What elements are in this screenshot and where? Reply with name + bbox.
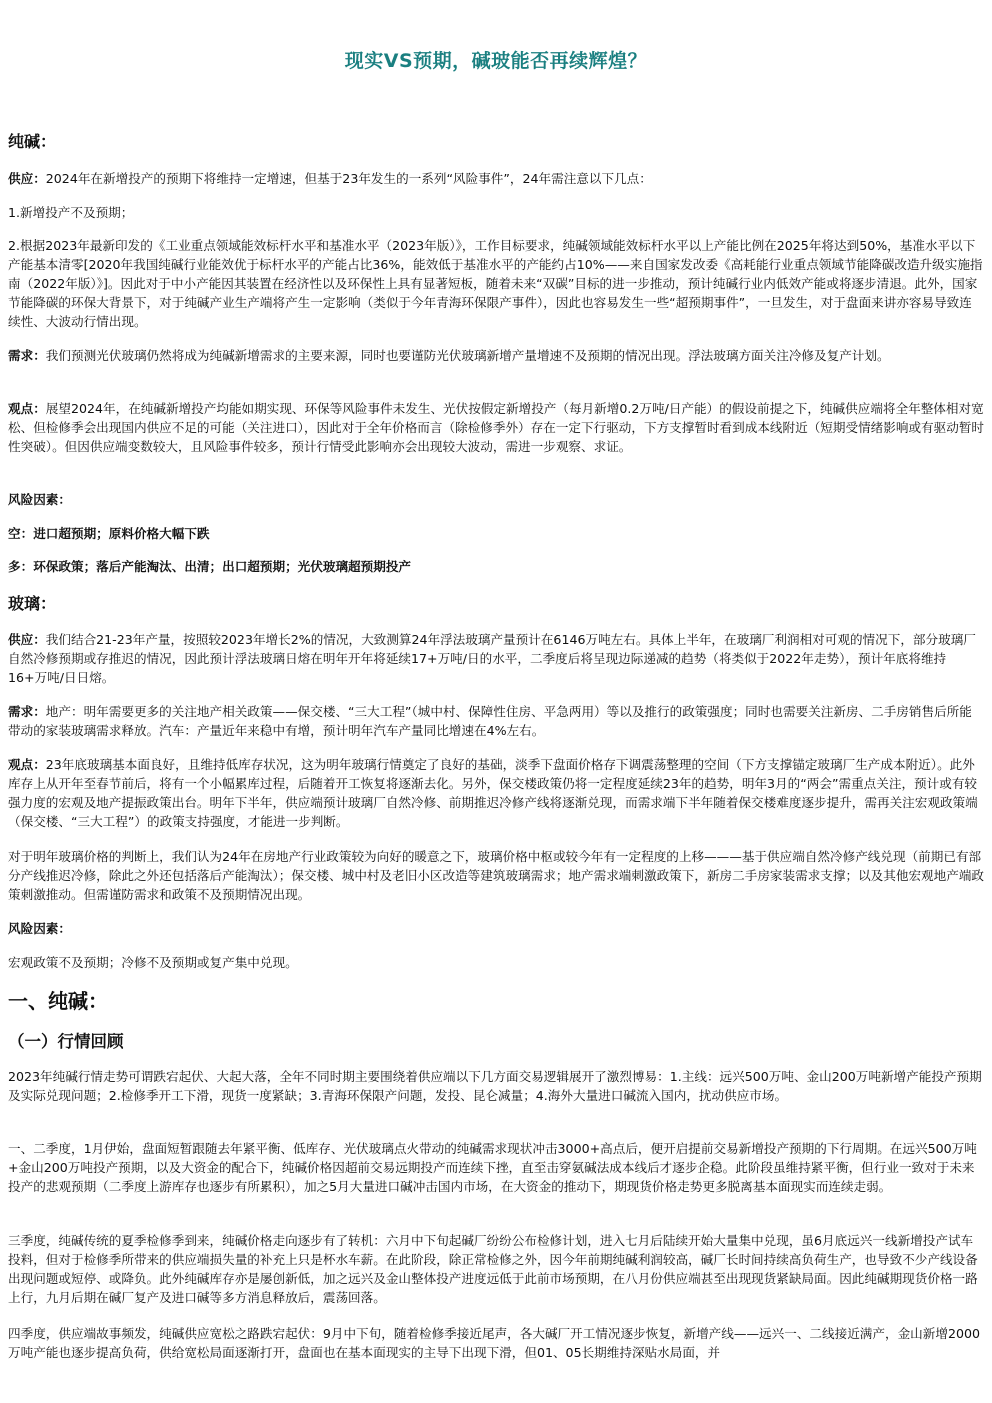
- glass-supply-paragraph: [8, 630, 984, 687]
- glass-judgement-paragraph: 对于明年玻璃价格的判断上，我们认为24年在房地产行业政策较为向好的暖意之下，玻璃价格中枢或较今年有一定程度的上移———基于供应端自然冷修产线兑现（前期已有部分产线推迟冷修，除此之外还包括落后产能淘汰）；保交楼、城中村及老旧小区改造等建筑玻璃需求；地产需求端刺激政策下，新房二手房家装需求支撑；以及其他宏观地产端政策刺激推动。但需谨防需求和政策不及预期情况出现。: [8, 849, 985, 902]
- glass-view-text: 23年底玻璃基本面良好，且维持低库存状况，这为明年玻璃行情奠定了良好的基础，淡季下盘面价格存下调震荡整理的空间（下方支撑锚定玻璃厂生产成本附近）。此外库存上从开年至春节前后，将有一个小幅累库过程，后随着开工恢复将逐渐去化。另外，保交楼政策仍将一定程度延续23年的趋势，明年3月的“两会”需重点关注，预计或有较强力度的宏观及地产提振政策出台。明年下半年，供应端预计玻璃厂自然冷修、前期推迟冷修产线将逐渐兑现，而需求端下半年随着保交楼难度逐步提升，需再关注宏观政策端（保交楼、“三大工程”）的政策支持强度，才能进一步判断。: [8, 757, 978, 829]
- review-paragraph-3: 三季度，纯碱传统的夏季检修季到来，纯碱价格走向逐步有了转机：六月中下旬起碱厂纷纷公布检修计划，进入七月后陆续开始大量集中兑现，虽6月底远兴一线新增投产试车投料，但对于检修季所带来的供应端损失量的补充上只是杯水车薪。在此阶段，除正常检修之外，因今年前期纯碱利润较高，碱厂长时间持续高负荷生产，也导致不少产线设备出现问题或短停、或降负。此外纯碱库存亦是屡创新低，加之远兴及金山整体投产进度远低于此前市场预期，在八月份供应端甚至出现现货紧缺局面。因此纯碱期现货价格一路上行，九月后期在碱厂复产及进口碱等多方消息释放后，震荡回落。: [8, 1233, 978, 1305]
- soda-view-paragraph: [8, 399, 984, 456]
- soda-risk-long: 多：环保政策；落后产能淘汰、出清；出口超预期；光伏玻璃超预期投产: [8, 559, 411, 574]
- review-paragraph-4: 四季度，供应端故事频发，纯碱供应宽松之路跌宕起伏：9月中下旬，随着检修季接近尾声，各大碱厂开工情况逐步恢复，新增产线——远兴一、二线接近满产，金山新增2000万吨产能也逐步提高负荷，供给宽松局面逐渐打开，盘面也在基本面现实的主导下出现下滑，但01、05长期维持深贴水局面，并: [8, 1326, 981, 1360]
- soda-demand-label: 需求：: [8, 348, 46, 363]
- soda-risk-heading: 风险因素：: [8, 492, 71, 507]
- section-1-heading: 一、纯碱：: [8, 989, 108, 1013]
- glass-demand-label: 需求：: [8, 704, 46, 719]
- soda-supply-paragraph: [8, 169, 984, 188]
- soda-demand-text: 我们预测光伏玻璃仍然将成为纯碱新增需求的主要来源，同时也要谨防光伏玻璃新增产量增速不及预期的情况出现。浮法玻璃方面关注冷修及复产计划。: [45, 348, 890, 363]
- review-paragraph-1: 2023年纯碱行情走势可谓跌宕起伏、大起大落，全年不同时期主要围绕着供应端以下几方面交易逻辑展开了激烈博易：1.主线：远兴500万吨、金山200万吨新增产能投产预期及实际兑现问题；2.检修季开工下滑，现货一度紧缺；3.青海环保限产问题，发投、昆仑减量；4.海外大量进口碱流入国内，扰动供应市场。: [8, 1069, 982, 1103]
- document-title: 现实VS预期，碱玻能否再续辉煌？: [344, 50, 648, 72]
- soda-point-2: 2.根据2023年最新印发的《工业重点领域能效标杆水平和基准水平（2023年版）》，工作目标要求，纯碱领域能效标杆水平以上产能比例在2025年将达到50%，基准水平以下产能基本清零[2020年我国纯碱行业能效优于标杆水平的产能占比36%，能效低于基准水平的产能约占10%——来自国家发改委《高耗能行业重点领域节能降碳改造升级实施指南（2022年版）》]。因此对于中小产能因其装置在经济性以及环保性上具有显著短板，随着未来“双碳”目标的进一步推动，预计纯碱行业内低效产能或将逐步清退。此外，国家节能降碳的环保大背景下，对于纯碱产业生产端将产生一定影响（类似于今年青海环保限产事件），因此也容易发生一些“超预期事件”，一旦发生，对于盘面来讲亦容易导致连续性、大波动行情出现。: [8, 238, 983, 329]
- soda-point-1: 1.新增投产不及预期；: [8, 205, 134, 220]
- glass-supply-text: 我们结合21-23年产量，按照较2023年增长2%的情况，大致测算24年浮法玻璃产量预计在6146万吨左右。具体上半年，在玻璃厂利润相对可观的情况下，部分玻璃厂自然冷修预期或存推迟的情况，因此预计浮法玻璃日熔在明年开年将延续17+万吨/日的水平，二季度后将呈现边际递减的趋势（将类似于2022年走势），预计年底将维持16+万吨/日日熔。: [8, 632, 976, 685]
- section-1-sub-heading: （一）行情回顾: [8, 1032, 124, 1051]
- soda-risk-short: 空：进口超预期；原料价格大幅下跌: [8, 526, 210, 541]
- glass-risk-heading: 风险因素：: [8, 921, 71, 936]
- glass-heading: 玻璃：: [8, 594, 57, 613]
- glass-demand-paragraph: [8, 702, 984, 740]
- soda-demand-paragraph: [8, 346, 984, 365]
- glass-supply-label: 供应：: [8, 632, 46, 647]
- soda-heading: 纯碱：: [8, 132, 57, 151]
- soda-view-label: 观点：: [8, 401, 46, 416]
- soda-view-text: 展望2024年，在纯碱新增投产均能如期实现、环保等风险事件未发生、光伏按假定新增投产（每月新增0.2万吨/日产能）的假设前提之下，纯碱供应端将全年整体相对宽松、但检修季会出现国内供应不足的可能（关注进口），因此对于全年价格而言（除检修季外）存在一定下行驱动，下方支撑暂时看到成本线附近（短期受情绪影响或有驱动暂时性突破）。但因供应端变数较大，且风险事件较多，预计行情受此影响亦会出现较大波动，需进一步观察、求证。: [8, 401, 985, 454]
- soda-supply-label: 供应：: [8, 171, 46, 186]
- glass-risk-text: 宏观政策不及预期；冷修不及预期或复产集中兑现。: [8, 955, 298, 970]
- glass-view-paragraph: [8, 755, 984, 831]
- glass-demand-text: 地产：明年需要更多的关注地产相关政策——保交楼、“三大工程”（城中村、保障性住房、平急两用）等以及推行的政策强度；同时也需要关注新房、二手房销售后所能带动的家装玻璃需求释放。汽车：产量近年来稳中有增，预计明年汽车产量同比增速在4%左右。: [8, 704, 972, 738]
- review-paragraph-2: 一、二季度，1月伊始，盘面短暂跟随去年紧平衡、低库存、光伏玻璃点火带动的纯碱需求现状冲击3000+高点后，便开启提前交易新增投产预期的下行周期。在远兴500万吨+金山200万吨投产预期，以及大资金的配合下，纯碱价格因超前交易远期投产而连续下挫，直至击穿氨碱法成本线后才逐步企稳。此阶段虽维持紧平衡，但行业一致对于未来投产的悲观预期（二季度上游库存也逐步有所累积），加之5月大量进口碱冲击国内市场，在大资金的推动下，期现货价格走势更多脱离基本面现实而连续走弱。: [8, 1141, 977, 1194]
- glass-view-label: 观点：: [8, 757, 46, 772]
- soda-supply-text: 2024年在新增投产的预期下将维持一定增速，但基于23年发生的一系列“风险事件”，24年需注意以下几点：: [45, 171, 652, 186]
